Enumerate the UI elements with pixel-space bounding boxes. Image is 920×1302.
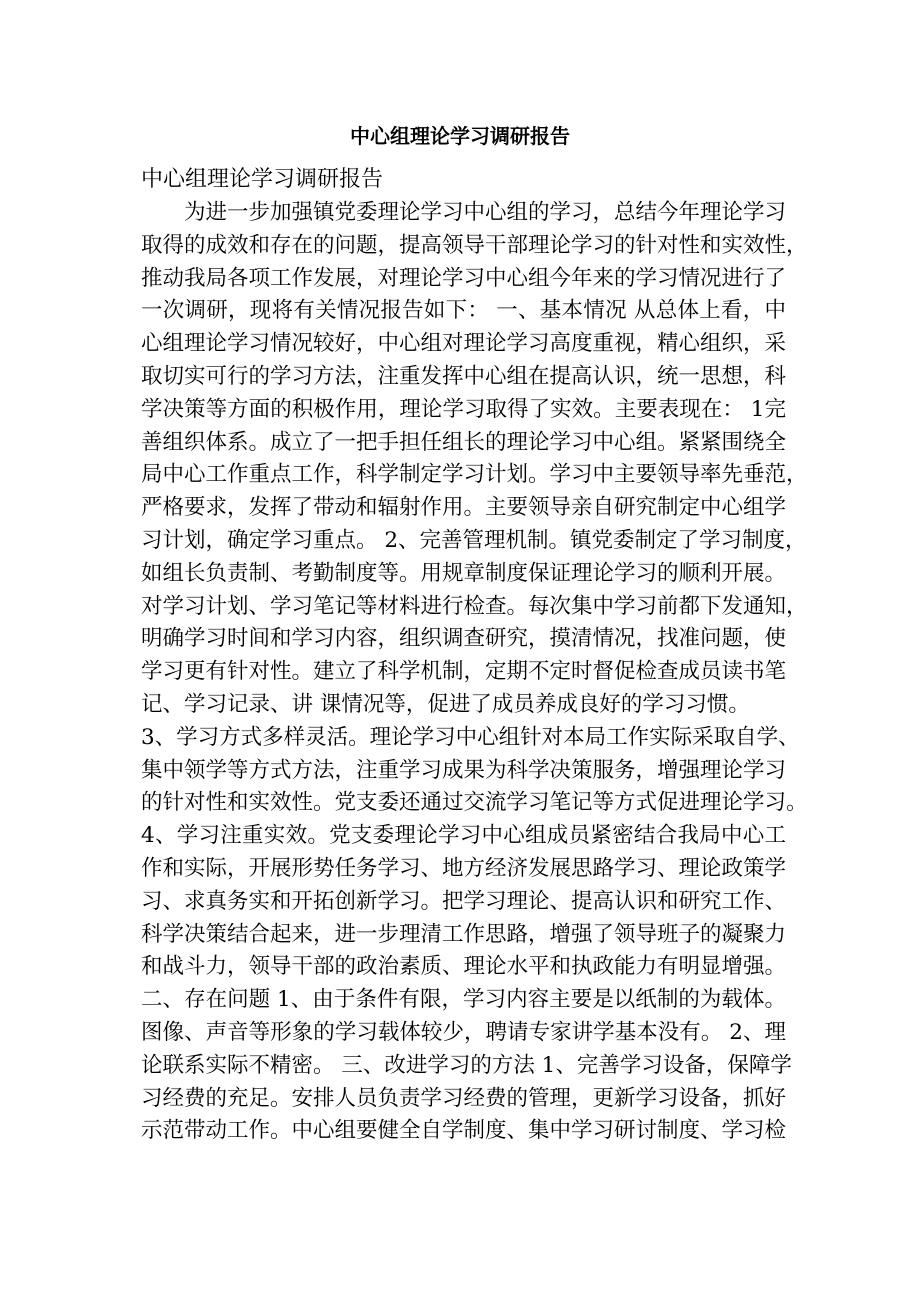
body-line: 论联系实际不精密。 三、改进学习的方法 1、完善学习设备，保障学 (141, 1052, 792, 1078)
body-line: 推动我局各项工作发展，对理论学习中心组今年来的学习情况进行了 (141, 265, 787, 291)
body-line: 取切实可行的学习方法，注重发挥中心组在提高认识，统一思想，科 (141, 363, 787, 389)
body-line: 善组织体系。成立了一把手担任组长的理论学习中心组。紧紧围绕全 (141, 429, 787, 455)
body-line: 科学决策结合起来，进一步理清工作思路，增强了领导班子的凝聚力 (141, 921, 787, 947)
body-line: 图像、声音等形象的学习载体较少，聘请专家讲学基本没有。 2、理 (141, 1019, 786, 1045)
body-line: 明确学习时间和学习内容，组织调查研究，摸清情况，找准问题，使 (141, 626, 787, 652)
body-line: 对学习计划、学习笔记等材料进行检查。每次集中学习前都下发通知， (141, 593, 808, 619)
body-line: 二、存在问题 1、由于条件有限，学习内容主要是以纸制的为载体。 (141, 987, 786, 1013)
body-line: 一次调研，现将有关情况报告如下： 一、基本情况 从总体上看，中 (141, 298, 786, 324)
body-line: 习计划，确定学习重点。 2、完善管理机制。镇党委制定了学习制度， (141, 527, 807, 553)
document-title: 中心组理论学习调研报告 (350, 124, 570, 148)
body-line: 学决策等方面的积极作用，理论学习取得了实效。主要表现在： 1完 (141, 396, 786, 422)
body-line: 4、学习注重实效。党支委理论学习中心组成员紧密结合我局中心工 (141, 823, 786, 849)
body-line: 3、学习方式多样灵活。理论学习中心组针对本局工作实际采取自学、 (141, 724, 800, 750)
body-line: 严格要求，发挥了带动和辐射作用。主要领导亲自研究制定中心组学 (141, 495, 787, 521)
body-line: 记、学习记录、讲 课情况等，促进了成员养成良好的学习习惯。 (141, 691, 750, 717)
document-subtitle: 中心组理论学习调研报告 (141, 167, 384, 192)
body-line: 取得的成效和存在的问题，提高领导干部理论学习的针对性和实效性， (141, 232, 808, 258)
body-line: 和战斗力，领导干部的政治素质、理论水平和执政能力有明显增强。 (141, 954, 787, 980)
body-line: 如组长负责制、考勤制度等。用规章制度保证理论学习的顺利开展。 (141, 560, 787, 586)
body-line: 为进一步加强镇党委理论学习中心组的学习，总结今年理论学习 (184, 200, 787, 225)
body-line: 集中领学等方式方法，注重学习成果为科学决策服务，增强理论学习 (141, 757, 787, 783)
body-line: 局中心工作重点工作，科学制定学习计划。学习中主要领导率先垂范， (141, 462, 808, 488)
body-line: 习经费的充足。安排人员负责学习经费的管理，更新学习设备，抓好 (141, 1085, 787, 1111)
body-line: 作和实际，开展形势任务学习、地方经济发展思路学习、理论政策学 (141, 855, 787, 881)
body-line: 学习更有针对性。建立了科学机制，定期不定时督促检查成员读书笔 (141, 659, 787, 685)
body-line: 示范带动工作。中心组要健全自学制度、集中学习研讨制度、学习检 (141, 1118, 787, 1144)
document-body (141, 197, 808, 1148)
body-line: 习、求真务实和开拓创新学习。把学习理论、提高认识和研究工作、 (141, 888, 787, 914)
body-line: 的针对性和实效性。党支委还通过交流学习笔记等方式促进理论学习。 (141, 790, 808, 816)
body-line: 心组理论学习情况较好，中心组对理论学习高度重视，精心组织，采 (141, 331, 787, 357)
